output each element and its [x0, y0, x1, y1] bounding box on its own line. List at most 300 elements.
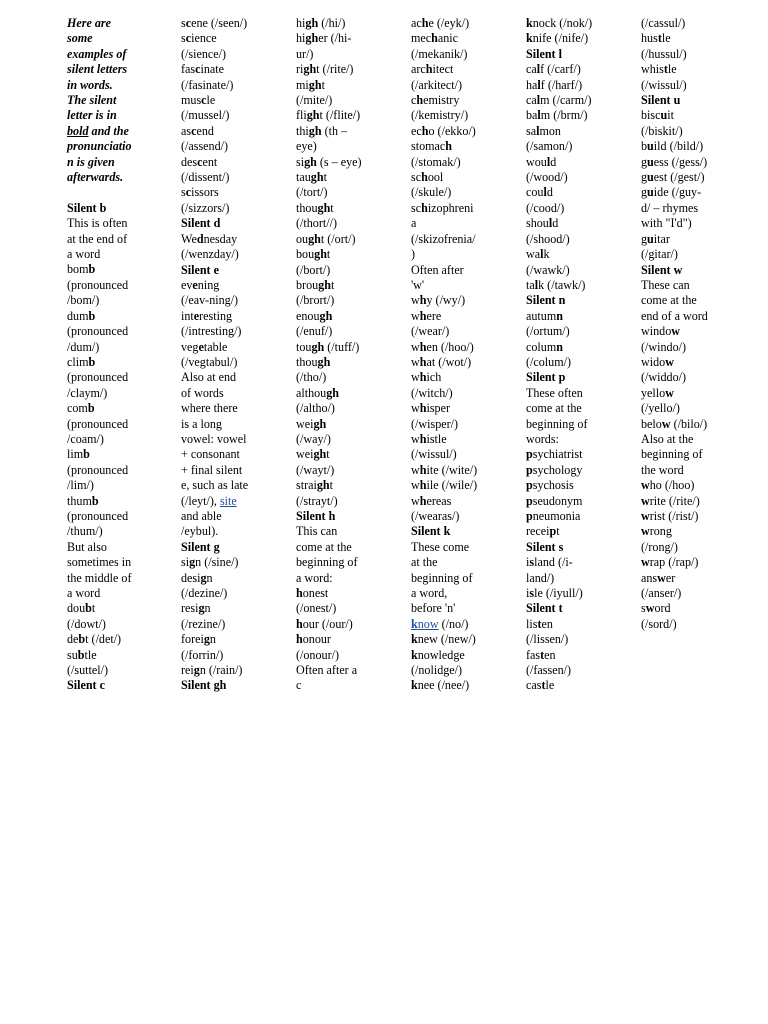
- silent-letter: gh: [317, 200, 331, 215]
- text-line: [526, 555, 626, 570]
- silent-letter: g: [200, 570, 207, 585]
- section-heading: [526, 370, 626, 385]
- text-line: [411, 62, 511, 77]
- text-fragment: (s – eye): [316, 154, 362, 169]
- text-fragment: inate: [200, 62, 224, 77]
- text-fragment: c: [296, 678, 302, 693]
- text-fragment: rong: [649, 524, 672, 539]
- text-fragment: Silent b: [67, 200, 107, 215]
- silent-letter: gh: [313, 416, 327, 431]
- text-line: [526, 355, 626, 370]
- text-line: [181, 370, 281, 385]
- text-line: [641, 478, 741, 493]
- silent-letter: c: [191, 123, 197, 138]
- text-line: [526, 340, 626, 355]
- text-fragment: althou: [296, 385, 327, 400]
- text-fragment: (/tho/): [296, 370, 327, 385]
- text-fragment: sychosis: [532, 478, 574, 493]
- text-line: [181, 617, 281, 632]
- text-line: [411, 586, 511, 601]
- text-fragment: a: [411, 216, 417, 231]
- text-fragment: nesday: [203, 231, 238, 246]
- text-line: [181, 386, 281, 401]
- silent-letter: h: [445, 139, 452, 154]
- text-line: [296, 617, 396, 632]
- silent-letter: c: [185, 31, 192, 46]
- text-fragment: w: [411, 431, 420, 446]
- text-line: [67, 601, 167, 616]
- text-fragment: ool: [427, 170, 444, 185]
- text-fragment: Silent k: [411, 524, 451, 539]
- text-line: [411, 31, 511, 46]
- text-line: [181, 139, 281, 154]
- silent-letter: k: [526, 31, 533, 46]
- text-line: [296, 463, 396, 478]
- text-fragment: veg: [181, 339, 199, 354]
- text-fragment: Also at end: [181, 370, 237, 385]
- text-line: [296, 663, 396, 678]
- intro-line: [67, 170, 167, 185]
- text-line: [296, 201, 396, 216]
- word-link[interactable]: k: [411, 616, 418, 631]
- text-fragment: sychology: [532, 462, 583, 477]
- silent-letter: gh: [303, 62, 317, 77]
- text-line: [296, 185, 396, 200]
- silent-letter: h: [296, 632, 303, 647]
- silent-letter: gh: [308, 77, 322, 92]
- text-fragment: sychiatrist: [532, 447, 583, 462]
- silent-letter: g: [198, 601, 205, 616]
- text-fragment: (/wissul/): [641, 77, 687, 92]
- text-fragment: come at the: [526, 401, 582, 416]
- silent-letter: c: [195, 62, 201, 77]
- text-line: [526, 309, 626, 324]
- text-line: [67, 663, 167, 678]
- text-fragment: (/arkitect/): [411, 77, 463, 92]
- text-line: [526, 62, 626, 77]
- text-fragment: beginning of: [411, 570, 473, 585]
- section-heading: [67, 678, 167, 693]
- text-fragment: (/bort/): [296, 262, 331, 277]
- text-line: [181, 648, 281, 663]
- text-fragment: silent letters: [67, 62, 128, 77]
- text-line: [526, 447, 626, 462]
- text-fragment: thou: [296, 200, 318, 215]
- text-line: [411, 216, 511, 231]
- text-fragment: (/widdo/): [641, 370, 687, 385]
- silent-letter: p: [526, 478, 533, 493]
- text-fragment: (/rong/): [641, 539, 678, 554]
- intro-line: [67, 93, 167, 108]
- text-line: [67, 247, 167, 262]
- text-fragment: wei: [296, 447, 314, 462]
- text-line: [526, 216, 626, 231]
- text-fragment: + consonant: [181, 447, 240, 462]
- text-fragment: /eybul).: [181, 524, 219, 539]
- text-fragment: w: [411, 478, 420, 493]
- text-line: [296, 108, 396, 123]
- text-line: [641, 524, 741, 539]
- silent-letter: l: [536, 62, 541, 77]
- silent-letter: l: [537, 77, 541, 92]
- text-fragment: Here are: [67, 16, 111, 30]
- text-line: [67, 632, 167, 647]
- text-line: [296, 648, 396, 663]
- text-fragment: rap (/rap/): [649, 555, 699, 570]
- text-fragment: Silent c: [67, 678, 105, 693]
- text-line: [181, 447, 281, 462]
- text-fragment: f (/carf/): [540, 62, 581, 77]
- text-fragment: (/colum/): [526, 354, 572, 369]
- text-fragment: (/cood/): [526, 200, 565, 215]
- silent-letter: u: [647, 170, 654, 185]
- text-fragment: en (/hoo/): [426, 339, 474, 354]
- word-link[interactable]: now: [417, 616, 439, 631]
- silent-letter: l: [548, 216, 553, 231]
- text-line: [296, 370, 396, 385]
- text-line: [411, 124, 511, 139]
- silent-letter: h: [419, 431, 427, 446]
- text-fragment: ide (/guy-: [653, 185, 702, 200]
- text-line: [296, 524, 396, 539]
- text-line: [411, 309, 511, 324]
- text-line: [67, 478, 167, 493]
- text-fragment: (/samon/): [526, 139, 573, 154]
- text-line: [526, 648, 626, 663]
- section-heading: [526, 47, 626, 62]
- text-fragment: ent: [202, 154, 218, 169]
- text-fragment: (/suttel/): [67, 663, 108, 678]
- text-line: [411, 16, 511, 31]
- silent-letter: l: [534, 277, 539, 292]
- text-fragment: Silent w: [641, 262, 683, 277]
- text-fragment: itar: [653, 231, 670, 246]
- text-fragment: (/no/): [438, 616, 469, 631]
- text-fragment: the word: [641, 462, 684, 477]
- intro-line: [67, 31, 167, 46]
- text-fragment: new (/new/): [417, 632, 476, 647]
- text-line: [411, 555, 511, 570]
- silent-letter: g: [189, 555, 196, 570]
- text-line: [181, 632, 281, 647]
- text-fragment: (/yello/): [641, 401, 680, 416]
- text-line: [411, 355, 511, 370]
- text-line: [67, 463, 167, 478]
- text-fragment: table: [203, 339, 228, 354]
- text-line: [641, 78, 741, 93]
- text-fragment: sc: [411, 170, 422, 185]
- text-line: [411, 201, 511, 216]
- text-fragment: The silent: [67, 93, 117, 108]
- text-fragment: (/wawk/): [526, 262, 570, 277]
- text-fragment: sometimes in: [67, 555, 132, 570]
- text-fragment: (/wearas/): [411, 509, 460, 523]
- text-fragment: cas: [526, 678, 542, 693]
- text-fragment: Silent h: [296, 509, 336, 523]
- text-line: [411, 386, 511, 401]
- text-line: [411, 432, 511, 447]
- text-fragment: /bom/): [67, 293, 100, 308]
- silent-letter: e: [192, 277, 198, 292]
- intro-line: [67, 108, 167, 123]
- text-line: [411, 447, 511, 462]
- text-line: [641, 586, 741, 601]
- text-line: [641, 432, 741, 447]
- text-line: [181, 47, 281, 62]
- text-fragment: yello: [641, 385, 666, 400]
- text-line: [641, 47, 741, 62]
- text-fragment: (pronounced: [67, 277, 129, 292]
- text-column-4: [411, 16, 511, 694]
- text-line: [526, 16, 626, 31]
- text-line: [296, 432, 396, 447]
- silent-letter: t: [657, 31, 662, 46]
- text-fragment: (pronounced: [67, 324, 129, 339]
- silent-letter: gh: [308, 123, 322, 138]
- text-line: [641, 185, 741, 200]
- text-line: [641, 401, 741, 416]
- text-fragment: as: [181, 123, 192, 138]
- silent-letter: p: [526, 447, 533, 462]
- silent-letter: h: [419, 462, 427, 477]
- text-fragment: at the end of: [67, 231, 128, 246]
- text-fragment: t: [329, 478, 333, 493]
- text-fragment: Silent s: [526, 539, 564, 554]
- text-line: [526, 417, 626, 432]
- text-fragment: d/ – rhymes: [641, 200, 699, 215]
- text-line: [67, 555, 167, 570]
- text-line: [67, 340, 167, 355]
- text-fragment: ha: [526, 77, 538, 92]
- text-fragment: ild (/bild/): [653, 139, 704, 154]
- text-fragment: t: [326, 247, 331, 262]
- text-line: [411, 417, 511, 432]
- text-fragment: (/shood/): [526, 231, 570, 246]
- text-line: [526, 524, 626, 539]
- text-line: [526, 324, 626, 339]
- text-line: [411, 278, 511, 293]
- text-line: [181, 478, 281, 493]
- text-line: [411, 494, 511, 509]
- text-fragment: le: [667, 62, 677, 77]
- text-line: [296, 232, 396, 247]
- text-fragment: letter is in: [67, 108, 117, 123]
- text-line: [67, 648, 167, 663]
- text-fragment: g: [641, 154, 648, 169]
- text-line: [526, 432, 626, 447]
- text-column-2: [181, 16, 281, 694]
- text-fragment: (/gitar/): [641, 247, 678, 262]
- text-column-1: [67, 16, 167, 694]
- silent-letter: h: [419, 293, 427, 308]
- text-fragment: en: [541, 616, 553, 631]
- text-line: [296, 309, 396, 324]
- text-fragment: hi: [296, 16, 306, 30]
- text-fragment: t: [556, 524, 560, 539]
- silent-letter: h: [416, 93, 424, 108]
- word-link[interactable]: site: [219, 493, 237, 508]
- text-line: [296, 216, 396, 231]
- text-line: [641, 355, 741, 370]
- text-fragment: 'w': [411, 277, 425, 292]
- text-line: [526, 93, 626, 108]
- text-line: [181, 201, 281, 216]
- text-fragment: w: [411, 370, 420, 385]
- text-line: [641, 124, 741, 139]
- text-line: [67, 185, 167, 200]
- text-fragment: /thum/): [67, 524, 103, 539]
- text-line: [641, 108, 741, 123]
- text-line: [641, 540, 741, 555]
- silent-letter: b: [88, 262, 96, 277]
- text-line: [181, 586, 281, 601]
- text-fragment: end of a word: [641, 308, 708, 323]
- text-fragment: b: [641, 139, 648, 154]
- section-heading: [296, 509, 396, 524]
- text-line: [296, 16, 396, 31]
- text-line: [641, 571, 741, 586]
- text-line: [181, 170, 281, 185]
- text-fragment: come at the: [296, 539, 352, 554]
- text-fragment: nife (/nife/): [532, 31, 589, 46]
- text-line: [181, 16, 281, 31]
- text-fragment: izophreni: [427, 200, 474, 215]
- text-line: [296, 170, 396, 185]
- text-line: [641, 324, 741, 339]
- text-fragment: le: [206, 93, 216, 108]
- text-fragment: t: [330, 200, 334, 215]
- text-fragment: t (/det/): [85, 632, 122, 647]
- silent-letter: w: [641, 509, 650, 523]
- text-line: [411, 108, 511, 123]
- text-line: [296, 139, 396, 154]
- text-fragment: er: [665, 570, 676, 585]
- text-line: [296, 93, 396, 108]
- silent-letter: h: [419, 370, 427, 385]
- text-fragment: ): [411, 247, 416, 262]
- text-fragment: resting: [199, 308, 233, 323]
- text-column-5: [526, 16, 626, 694]
- text-fragment: (/mekanik/): [411, 46, 468, 61]
- silent-letter: u: [660, 108, 668, 123]
- text-fragment: ho (/hoo): [649, 478, 695, 493]
- text-line: [411, 93, 511, 108]
- text-line: [67, 509, 167, 524]
- text-fragment: enou: [296, 308, 320, 323]
- silent-letter: l: [537, 108, 541, 123]
- text-line: [296, 247, 396, 262]
- text-line: [641, 216, 741, 231]
- text-fragment: tou: [296, 339, 312, 354]
- text-line: [296, 478, 396, 493]
- text-fragment: (/sience/): [181, 46, 226, 61]
- text-line: [296, 62, 396, 77]
- text-fragment: t (/flite/): [319, 108, 361, 123]
- text-fragment: (/mite/): [296, 93, 333, 108]
- text-line: [526, 571, 626, 586]
- text-line: [296, 632, 396, 647]
- silent-letter: n: [556, 308, 563, 323]
- text-fragment: neumonia: [532, 509, 581, 523]
- text-fragment: com: [67, 401, 88, 416]
- text-fragment: (/enuf/): [296, 324, 333, 339]
- text-fragment: t (/ort/): [320, 231, 356, 246]
- text-fragment: (/ortum/): [526, 324, 570, 339]
- text-fragment: ess (/gess/): [653, 154, 708, 169]
- text-fragment: rei: [181, 663, 194, 678]
- text-fragment: desi: [181, 570, 201, 585]
- text-fragment: tau: [296, 170, 311, 185]
- silent-letter: c: [201, 93, 207, 108]
- text-line: [181, 108, 281, 123]
- text-line: [181, 124, 281, 139]
- text-line: [526, 78, 626, 93]
- text-fragment: su: [67, 647, 78, 662]
- text-fragment: at (/wot/): [426, 354, 472, 369]
- text-fragment: t: [91, 601, 96, 616]
- text-fragment: g: [641, 185, 648, 200]
- silent-letter: b: [83, 447, 90, 462]
- text-fragment: n (/sine/): [195, 555, 239, 570]
- silent-letter: w: [665, 385, 674, 400]
- text-line: [296, 340, 396, 355]
- text-line: [181, 278, 281, 293]
- silent-letter: h: [419, 308, 427, 323]
- text-line: [641, 494, 741, 509]
- text-fragment: a word: [67, 247, 101, 262]
- text-line: [411, 232, 511, 247]
- text-fragment: g: [641, 170, 648, 185]
- text-fragment: (/bilo/): [670, 416, 708, 431]
- silent-letter: g: [203, 632, 210, 647]
- text-fragment: k: [543, 247, 550, 262]
- text-fragment: (/thort//): [296, 216, 337, 231]
- text-line: [411, 139, 511, 154]
- text-fragment: windo: [641, 324, 672, 339]
- text-fragment: (/strayt/): [296, 493, 338, 508]
- text-fragment: s: [181, 31, 186, 46]
- text-fragment: (/dowt/): [67, 616, 106, 631]
- text-fragment: pronunciatio: [67, 139, 132, 154]
- text-line: [411, 571, 511, 586]
- text-line: [181, 555, 281, 570]
- text-fragment: ning: [197, 277, 220, 292]
- text-fragment: (/hi/): [318, 16, 346, 30]
- silent-letter: b: [91, 493, 99, 508]
- silent-letter: e: [198, 339, 204, 354]
- silent-letter: gh: [317, 354, 331, 369]
- silent-letter: w: [657, 570, 666, 585]
- text-fragment: Often after a: [296, 663, 358, 678]
- silent-letter: c: [185, 185, 192, 200]
- text-fragment: onest: [302, 586, 329, 601]
- text-line: [526, 247, 626, 262]
- text-line: [296, 386, 396, 401]
- section-heading: [411, 524, 511, 539]
- silent-letter: h: [421, 200, 428, 215]
- silent-letter: b: [88, 308, 96, 323]
- text-fragment: c: [411, 93, 417, 108]
- text-line: [526, 185, 626, 200]
- text-line: [181, 494, 281, 509]
- text-line: [526, 678, 626, 693]
- text-fragment: mon: [539, 123, 561, 138]
- silent-letter: p: [526, 509, 533, 523]
- text-fragment: Silent p: [526, 370, 566, 385]
- intro-line: [67, 124, 167, 139]
- text-line: [67, 617, 167, 632]
- section-heading: [181, 263, 281, 278]
